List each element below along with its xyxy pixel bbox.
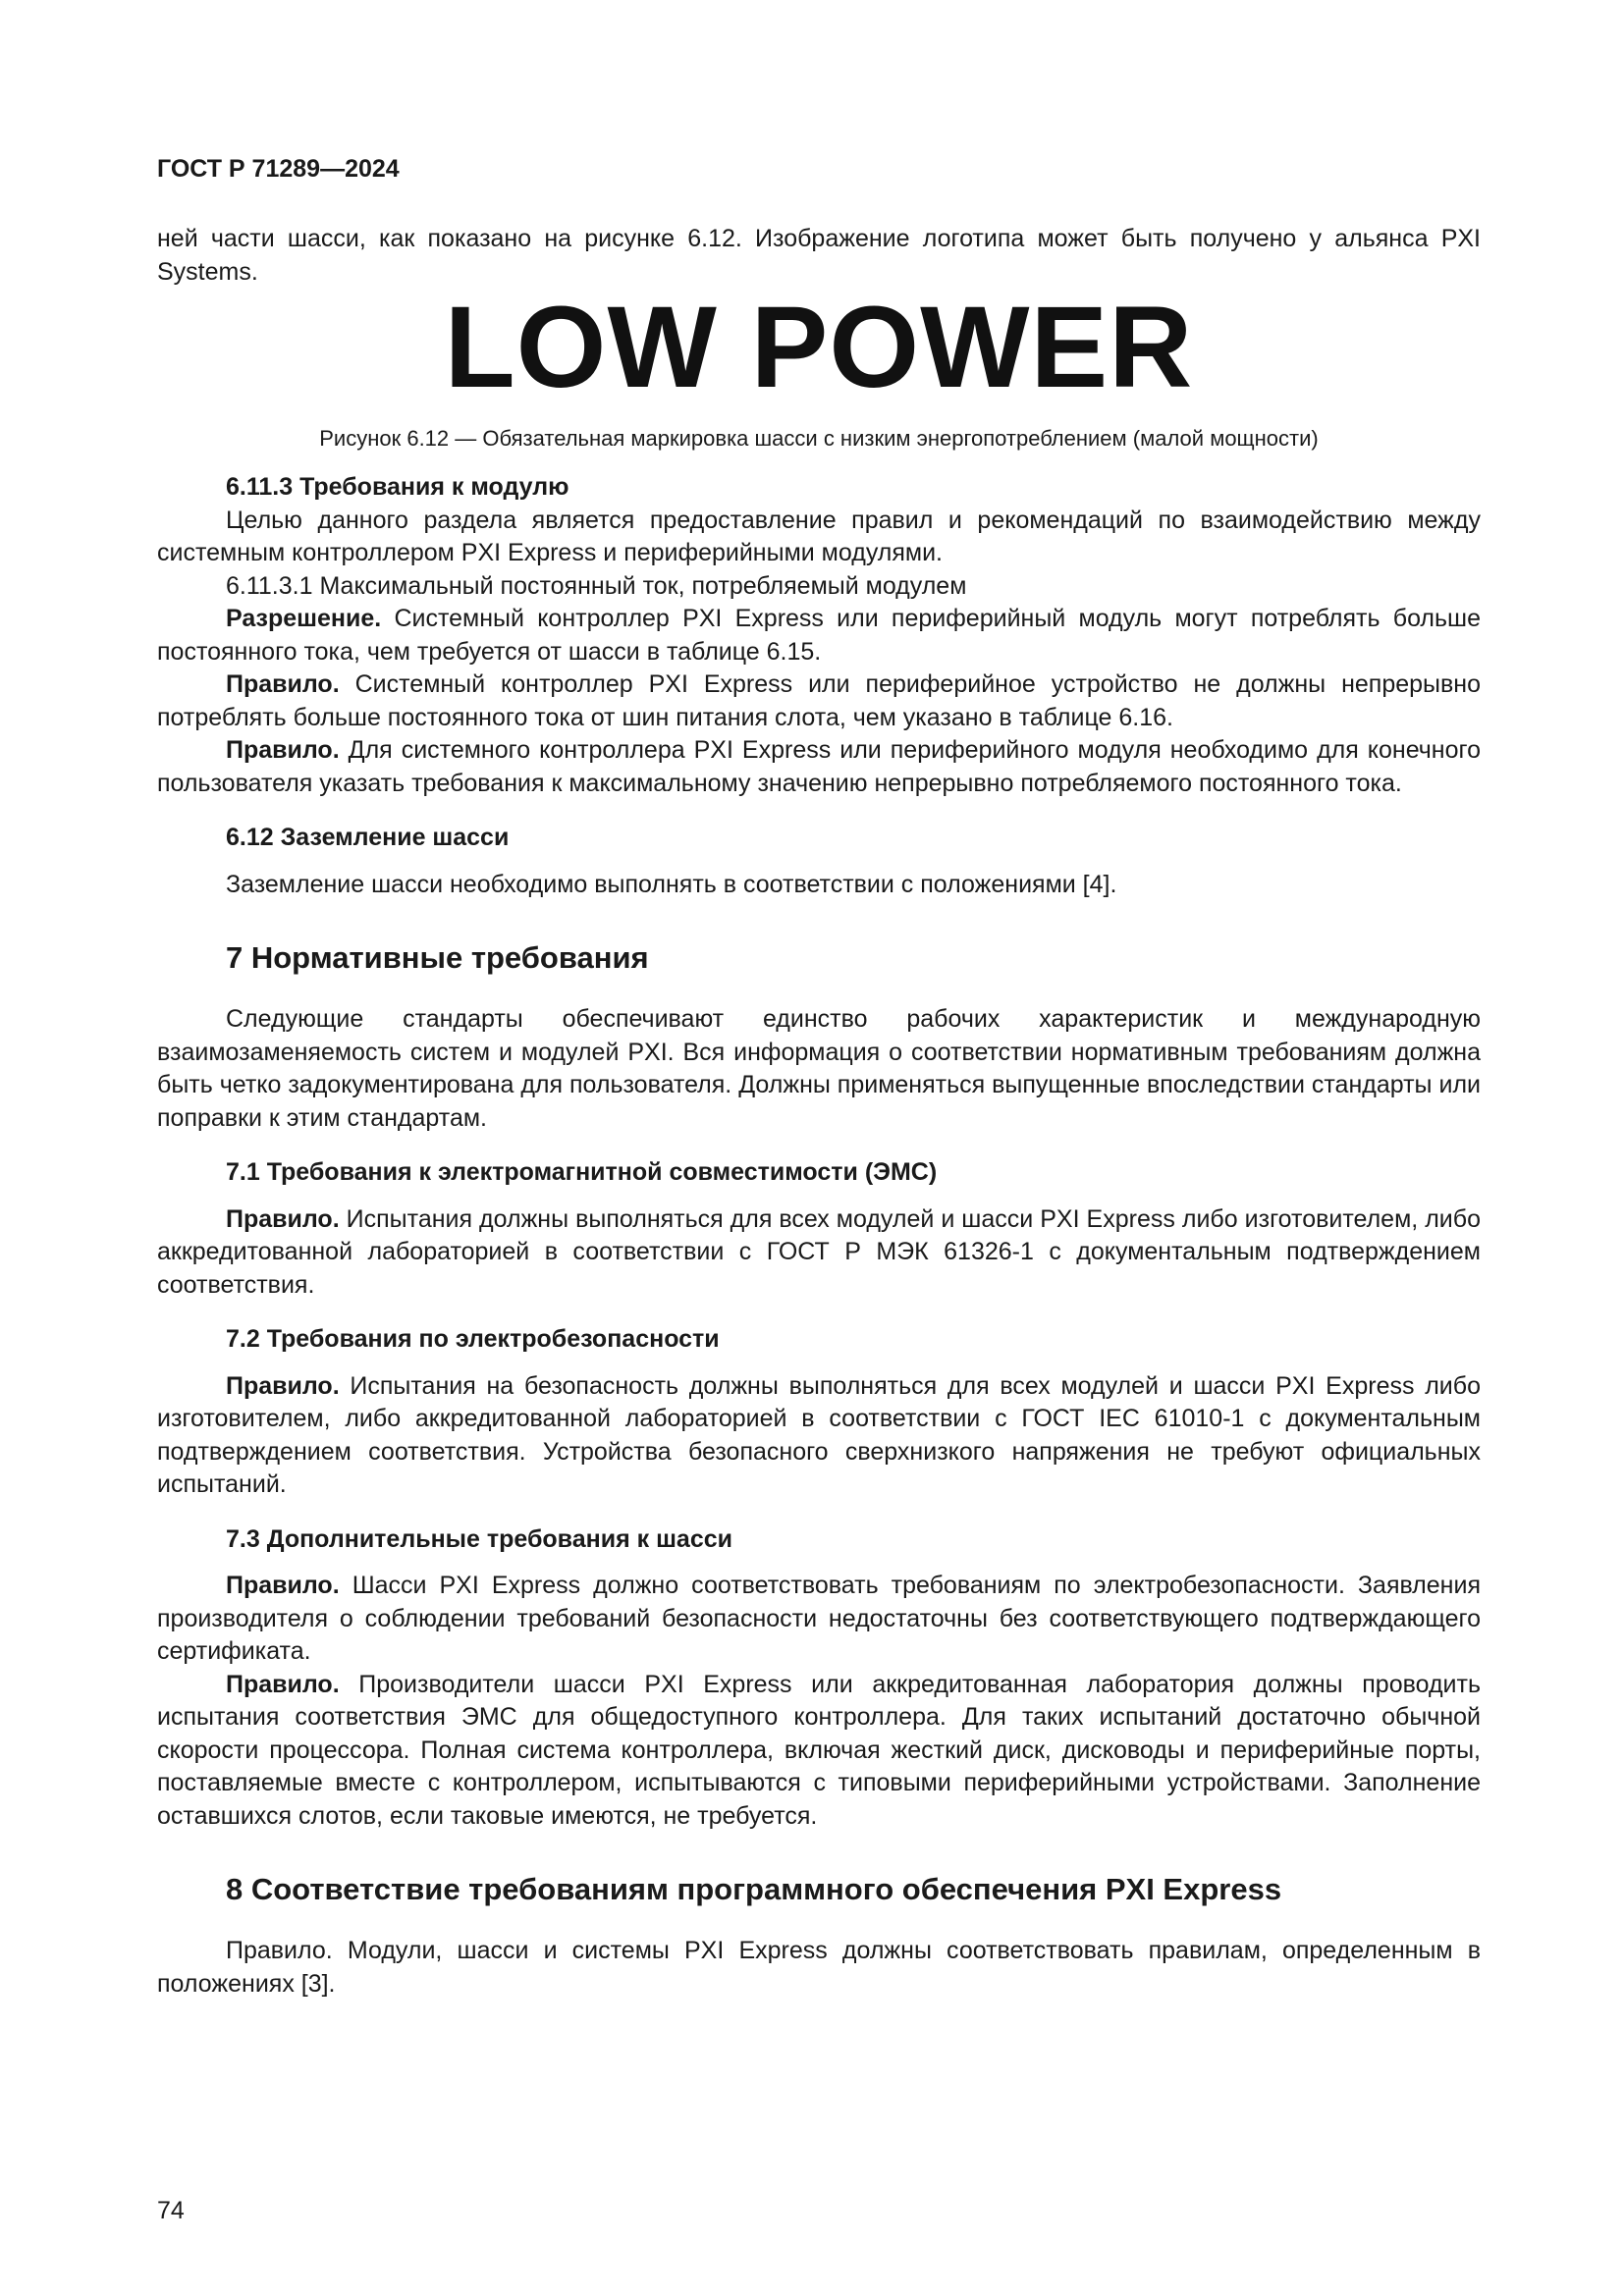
section-heading-6-11-3: 6.11.3 Требования к модулю — [226, 473, 569, 501]
section-heading-7: 7 Нормативные требования — [226, 940, 649, 975]
intro-paragraph: ней части шасси, как показано на рисунке 6.12. Изображение логотипа может быть получено у альянса PXI Systems. — [157, 225, 1481, 286]
rule-label: Правило. — [226, 736, 340, 764]
rule-label: Правило. — [226, 670, 340, 698]
figure-caption: Рисунок 6.12 — Обязательная маркировка шасси с низким энергопотреблением (малой мощности) — [319, 426, 1319, 451]
rule-label: Правило. — [226, 1204, 340, 1233]
paragraph: Целью данного раздела является предоставление правил и рекомендаций по взаимодействию между системным контроллером PXI Express и периферийными модулями. — [157, 506, 1481, 566]
paragraph: Правило. Модули, шасси и системы PXI Express должны соответствовать правилам, определенным в положениях [3]. — [157, 1937, 1481, 1998]
paragraph: Правило. Шасси PXI Express должно соответствовать требованиям по электробезопасности. Заявления производителя о соблюдении требований безопасности недостаточны без соответствующего подтверждающего сертификата. — [157, 1572, 1481, 1665]
low-power-logo: LOW POWER — [444, 283, 1194, 412]
paragraph: Правило. Испытания на безопасность должны выполняться для всех модулей и шасси PXI Express либо изготовителем, либо аккредитованной лабораторией в соответствии с ГОСТ IEC 61010-1 с документальным подтверждением соответствия. Устройства безопасного сверхнизкого напряжения не требуют официальных испытаний. — [157, 1371, 1481, 1498]
rule-label: Правило. — [226, 1371, 340, 1400]
permission-label: Разрешение. — [226, 605, 382, 632]
paragraph: Заземление шасси необходимо выполнять в соответствии с положениями [4]. — [226, 870, 1117, 898]
page-number: 74 — [157, 2197, 185, 2224]
section-heading-7-3: 7.3 Дополнительные требования к шасси — [226, 1524, 733, 1553]
subsection-title: 6.11.3.1 Максимальный постоянный ток, потребляемый модулем — [226, 571, 967, 600]
paragraph: Правило. Системный контроллер PXI Express или периферийное устройство не должны непрерывно потреблять больше постоянного тока от шин питания слота, чем указано в таблице 6.16. — [157, 670, 1481, 731]
rule-label: Правило. — [226, 1670, 340, 1698]
rule-label: Правило. — [226, 1572, 340, 1599]
paragraph: Правило. Для системного контроллера PXI Express или периферийного модуля необходимо для конечного пользователя указать требования к максимальному значению непрерывно потребляемого постоянного тока. — [157, 736, 1481, 797]
paragraph: Правило. Испытания должны выполняться для всех модулей и шасси PXI Express либо изготовителем, либо аккредитованной лабораторией в соответствии с ГОСТ Р МЭК 61326-1 с документальным подтверждением соответствия. — [157, 1204, 1481, 1299]
section-heading-6-12: 6.12 Заземление шасси — [226, 824, 510, 851]
paragraph: Следующие стандарты обеспечивают единство рабочих характеристик и международную взаимозаменяемость систем и модулей PXI. Вся информация о соответствии нормативным требованиям должна быть четко задокументирована для пользователя. Должны применяться выпущенные впоследствии стандарты или поправки к этим стандартам. — [157, 1005, 1481, 1132]
section-heading-8: 8 Соответствие требованиям программного обеспечения PXI Express — [226, 1872, 1282, 1906]
paragraph: Правило. Производители шасси PXI Express или аккредитованная лаборатория должны проводить испытания соответствия ЭМС для общедоступного контроллера. Для таких испытаний достаточно обычной скорости процессора. Полная система контроллера, включая жесткий диск, дисководы и периферийные порты, поставляемые вместе с контроллером, испытываются с типовыми периферийными устройствами. Заполнение оставшихся слотов, если таковые имеются, не требуется. — [157, 1670, 1481, 1830]
standard-id-header: ГОСТ Р 71289—2024 — [157, 155, 400, 183]
section-heading-7-1: 7.1 Требования к электромагнитной совместимости (ЭМС) — [226, 1158, 938, 1186]
page-content — [157, 223, 1481, 2001]
paragraph: Разрешение. Системный контроллер PXI Express или периферийный модуль могут потреблять больше постоянного тока, чем требуется от шасси в таблице 6.15. — [157, 605, 1481, 666]
section-heading-7-2: 7.2 Требования по электробезопасности — [226, 1325, 720, 1353]
